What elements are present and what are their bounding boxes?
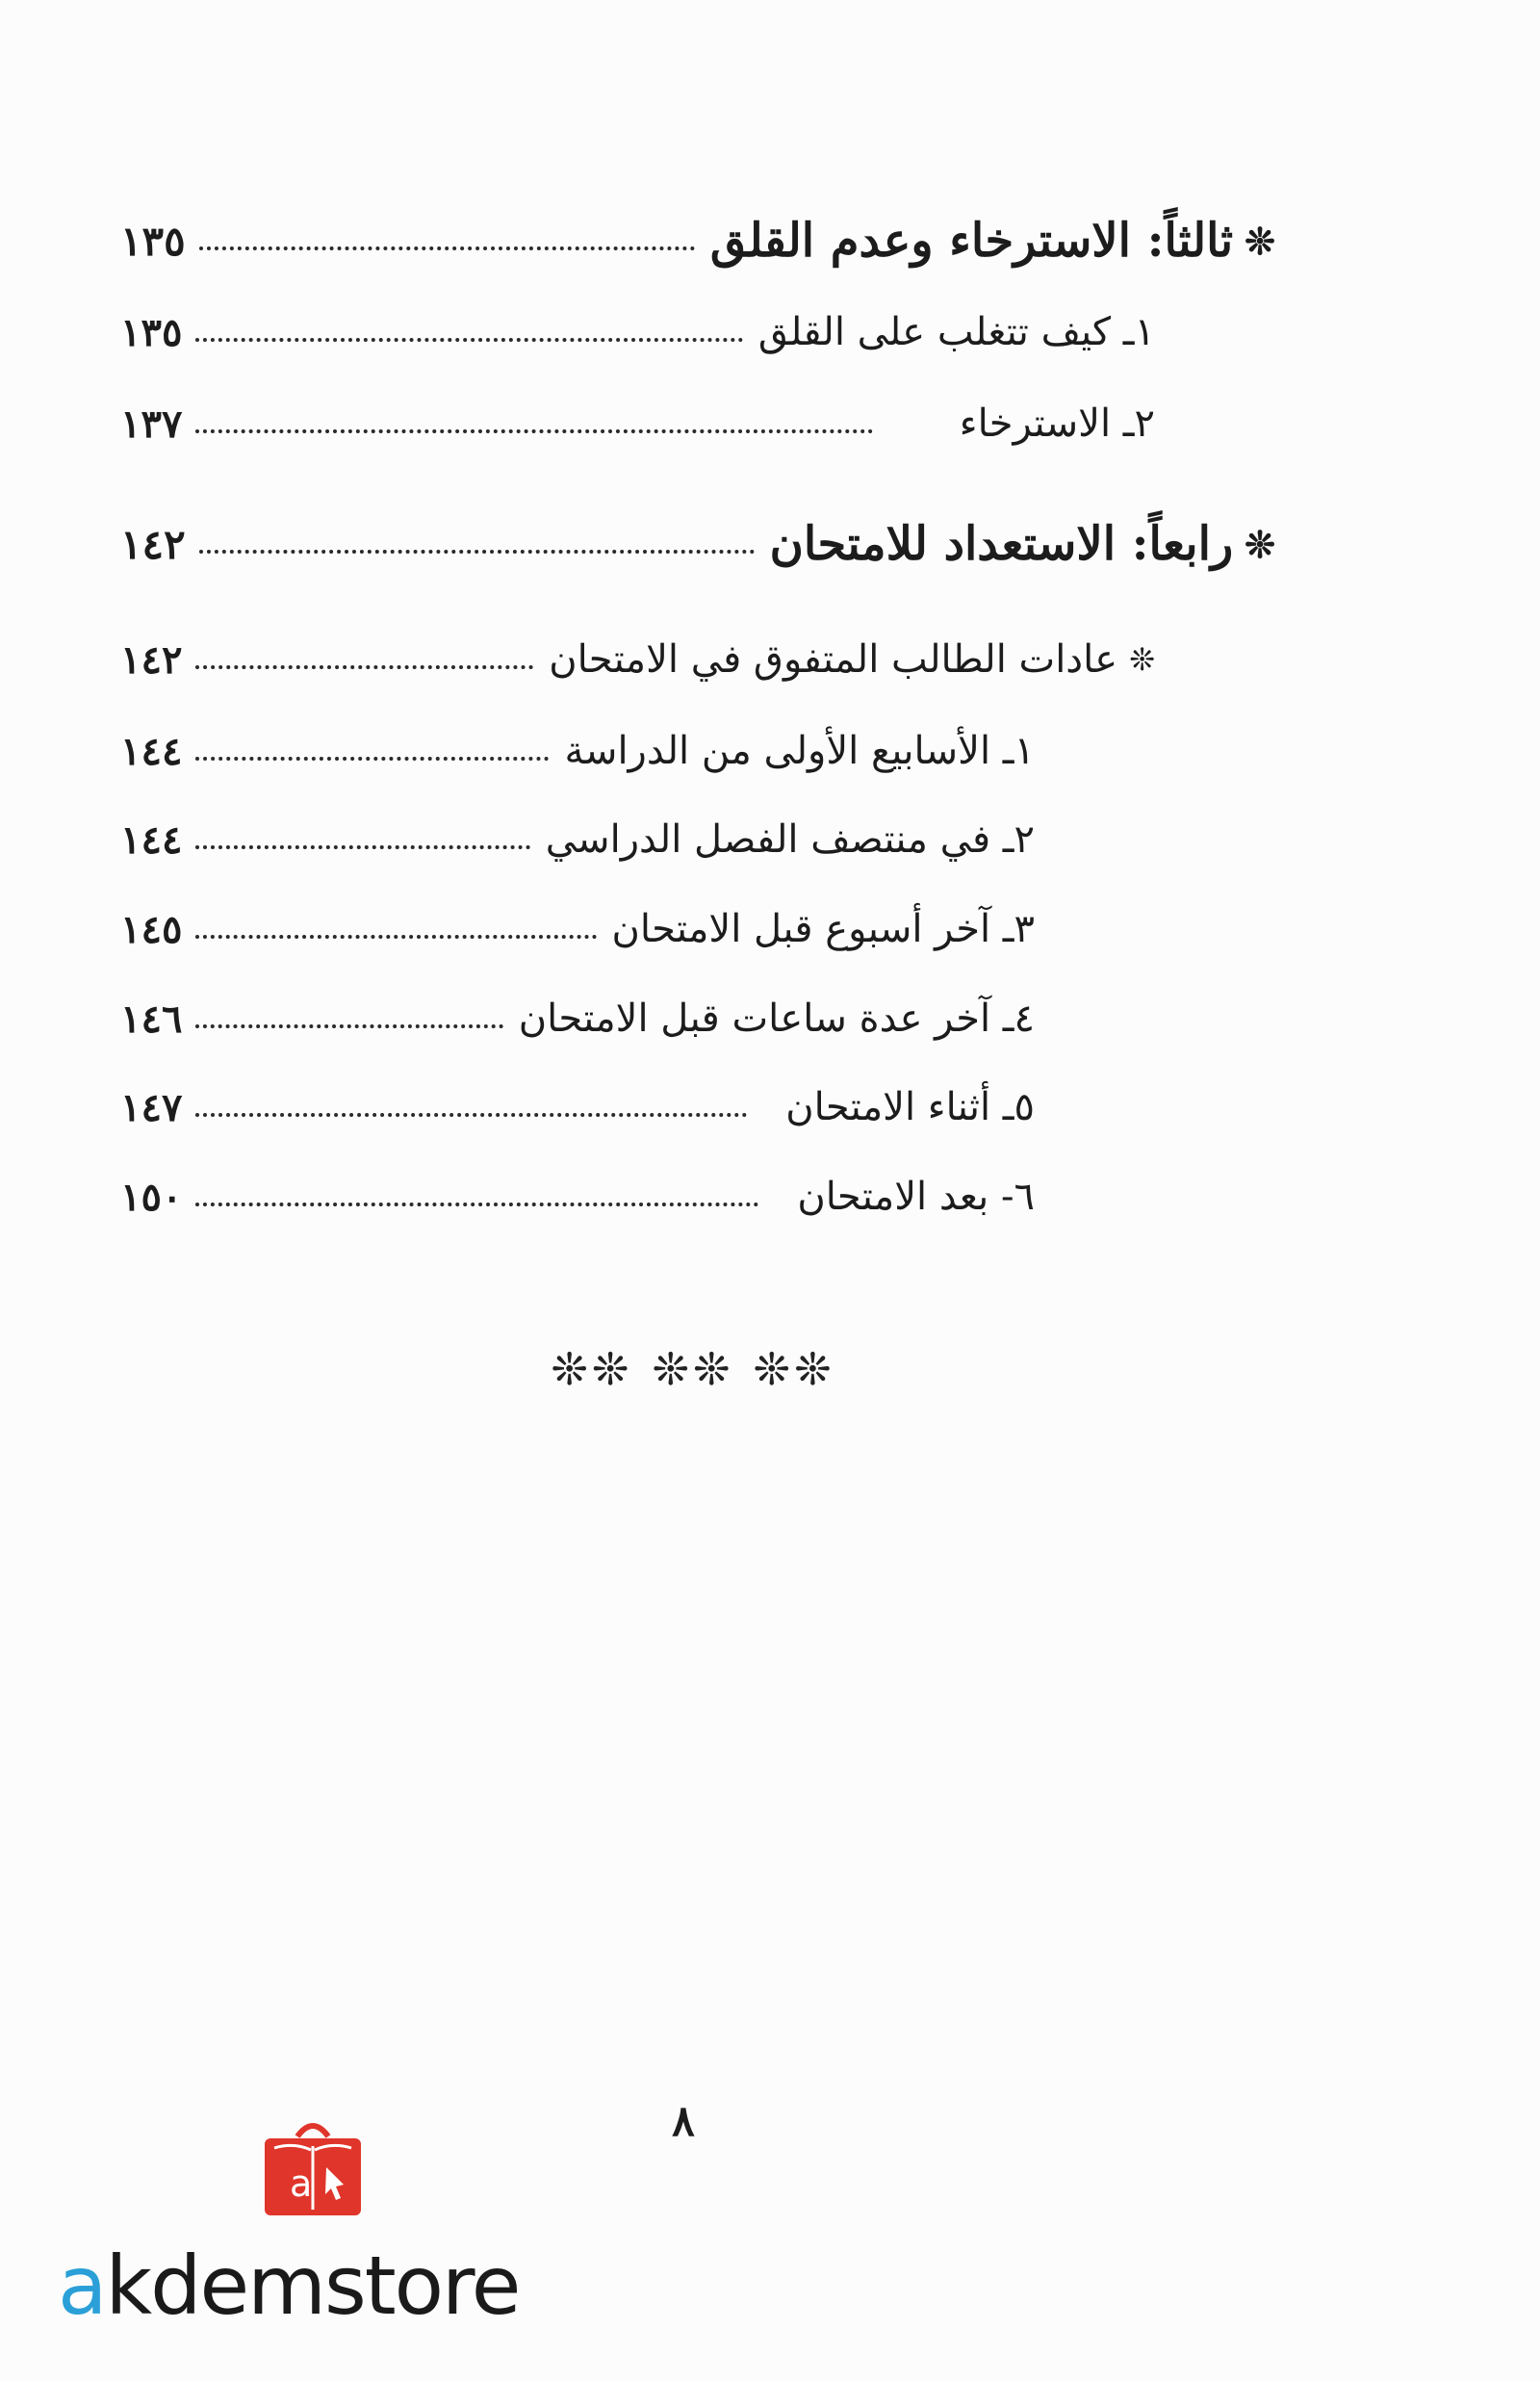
- toc-page-number: ١٤٥: [120, 906, 183, 952]
- toc-page-number: ١٤٤: [120, 728, 183, 774]
- toc-entry-label: ٥ـ أثناء الامتحان: [785, 1085, 1035, 1129]
- asterisk-icon: ❊: [1245, 220, 1275, 263]
- toc-entry-label: ٤ـ آخر عدة ساعات قبل الامتحان: [518, 996, 1035, 1041]
- asterisk-icon: ❊: [1129, 641, 1155, 678]
- dot-leader: [195, 1201, 758, 1206]
- akdemstore-watermark-logo: [58, 2113, 578, 2335]
- toc-page-number: ١٤٧: [120, 1084, 183, 1130]
- brand-name: kdemstore: [105, 2239, 520, 2333]
- toc-entry-label: ٦- بعد الامتحان: [797, 1175, 1035, 1219]
- dot-leader: [195, 1111, 747, 1117]
- toc-entry-label: ١ـ كيف تتغلب على القلق: [757, 310, 1155, 354]
- page-number: ٨: [672, 2097, 695, 2146]
- dot-leader: [195, 336, 742, 342]
- toc-page-number: ١٤٢: [120, 636, 183, 683]
- toc-entry[interactable]: [120, 294, 1155, 371]
- toc-entry-label: ٢ـ في منتصف الفصل الدراسي: [545, 817, 1035, 862]
- dot-leader: [195, 427, 872, 433]
- toc-entry[interactable]: [120, 1069, 1035, 1146]
- asterisk-icon: ❊❊: [753, 1343, 835, 1395]
- toc-entry-label: ثالثاً: الاسترخاء وعدم القلق: [709, 214, 1234, 268]
- toc-entry-label: عادات الطالب المتفوق في الامتحان: [549, 637, 1118, 682]
- toc-entry-label: رابعاً: الاستعداد للامتحان: [769, 517, 1234, 571]
- toc-entry-label: ١ـ الأسابيع الأولى من الدراسة: [564, 729, 1035, 773]
- toc-entry[interactable]: [120, 980, 1035, 1057]
- brand-prefix: a: [58, 2239, 106, 2333]
- toc-page-number: ١٥٠: [120, 1174, 183, 1220]
- asterisk-icon: ❊: [1245, 523, 1275, 566]
- dot-leader: [195, 755, 549, 761]
- section-divider: [500, 1343, 886, 1395]
- toc-page-number: ١٣٥: [120, 217, 186, 265]
- toc-entry[interactable]: [120, 801, 1035, 878]
- dot-leader: [195, 843, 529, 849]
- brand-wordmark: [58, 2239, 578, 2333]
- toc-entry-group[interactable]: [120, 621, 1155, 698]
- dot-leader: [195, 1022, 502, 1028]
- toc-page-number: ١٤٦: [120, 996, 183, 1042]
- toc-entry-label: ٢ـ الاسترخاء: [959, 401, 1155, 446]
- toc-entry[interactable]: [120, 712, 1035, 789]
- toc-page-number: ١٤٤: [120, 816, 183, 863]
- dot-leader: [195, 933, 596, 939]
- asterisk-icon: ❊❊: [652, 1343, 734, 1395]
- toc-entry-section-3[interactable]: [120, 202, 1275, 279]
- toc-page-number: ١٤٢: [120, 520, 186, 568]
- toc-entry-label: ٣ـ آخر أسبوع قبل الامتحان: [611, 907, 1035, 951]
- dot-leader: [199, 245, 695, 250]
- toc-page-number: ١٣٧: [120, 401, 183, 447]
- toc-page-number: ١٣٥: [120, 309, 183, 355]
- toc-entry-section-4[interactable]: [120, 505, 1275, 582]
- book-bag-icon: [255, 2113, 371, 2219]
- svg-text:a: a: [290, 2162, 313, 2205]
- toc-entry[interactable]: [120, 891, 1035, 968]
- asterisk-icon: ❊❊: [551, 1343, 633, 1395]
- toc-entry[interactable]: [120, 1158, 1035, 1235]
- dot-leader: [195, 663, 533, 669]
- toc-entry[interactable]: [120, 385, 1155, 462]
- dot-leader: [199, 548, 755, 554]
